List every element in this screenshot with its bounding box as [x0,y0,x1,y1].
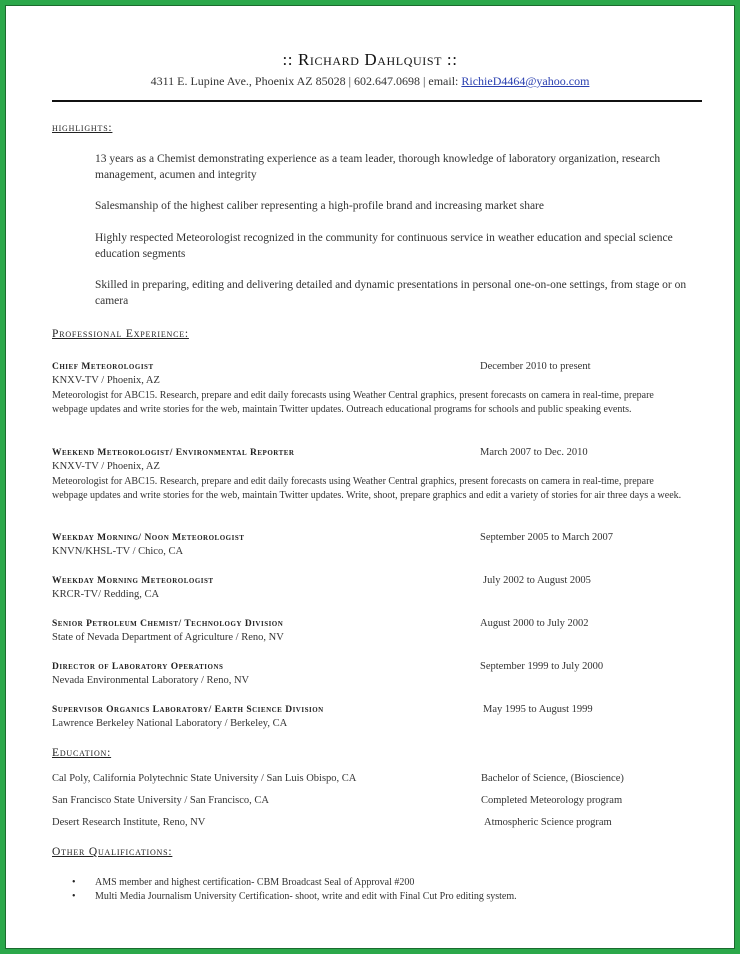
job-title: Senior Petroleum Chemist/ Technology Division [52,619,284,629]
highlight-item: Skilled in preparing, editing and delivering detailed and dynamic presentations in personal one-on-one settings, from stage or on camera [95,279,687,307]
contact-line [0,74,740,89]
job-organization: KNXV-TV / Phoenix, AZ [52,461,160,472]
job-organization: KNVN/KHSL-TV / Chico, CA [52,546,184,557]
highlights-heading: highlights: [52,122,113,134]
job-organization: KNXV-TV / Phoenix, AZ [52,375,160,386]
job-dates: July 2002 to August 2005 [483,575,591,586]
job-description: Meteorologist for ABC15. Research, prepare and edit daily forecasts using Weather Central graphics, present forecasts on camera in real-time, prepare webpage updates and write stories for the web, maintain Twitter updates. Outreach educational programs for schools and public speaking events. [52,390,654,416]
job-organization: KRCR-TV/ Redding, CA [52,589,160,600]
job-title: Weekend Meteorologist/ Environmental Reporter [52,448,295,458]
header-divider [52,100,702,102]
education-degree: Atmospheric Science program [484,817,612,828]
education-school: San Francisco State University / San Francisco, CA [52,795,269,806]
qualification-item: Multi Media Journalism University Certification- shoot, write and edit with Final Cut Pro editing system. [95,891,517,902]
job-title: Director of Laboratory Operations [52,662,224,672]
job-title: Chief Meteorologist [52,362,154,372]
job-dates: August 2000 to July 2002 [480,618,589,629]
education-school: Desert Research Institute, Reno, NV [52,817,206,828]
education-heading: Education: [52,747,112,759]
education-degree: Completed Meteorology program [481,795,623,806]
job-organization: State of Nevada Department of Agriculture / Reno, NV [52,632,284,643]
qualification-item: AMS member and highest certification- CBM Broadcast Seal of Approval #200 [95,877,415,888]
education-degree: Bachelor of Science, (Bioscience) [481,773,624,784]
job-title: Weekday Morning Meteorologist [52,576,214,586]
education-school: Cal Poly, California Polytechnic State University / San Luis Obispo, CA [52,773,357,784]
job-dates: September 1999 to July 2000 [480,661,604,672]
bullet-icon: • [72,891,76,902]
job-dates: September 2005 to March 2007 [480,532,613,543]
job-title: Supervisor Organics Laboratory/ Earth Science Division [52,705,324,715]
highlight-item: Highly respected Meteorologist recognized in the community for continuous service in weather education and special science education segments [95,232,673,260]
job-dates: May 1995 to August 1999 [483,704,593,715]
bullet-icon: • [72,877,76,888]
job-description: Meteorologist for ABC15. Research, prepare and edit daily forecasts using Weather Central graphics, present forecasts on camera in real-time, prepare webpage updates and write stories for the web, maintain Twitter updates. Write, shoot, prepare graphics and edit a variety of stories for air three days a week. [52,476,682,502]
job-organization: Nevada Environmental Laboratory / Reno, NV [52,675,250,686]
candidate-name: :: Richard Dahlquist :: [282,50,458,69]
highlight-item: Salesmanship of the highest caliber representing a high-profile brand and increasing market share [95,200,544,212]
job-title: Weekday Morning/ Noon Meteorologist [52,533,245,543]
job-dates: December 2010 to present [480,361,591,372]
job-dates: March 2007 to Dec. 2010 [480,447,588,458]
experience-heading: Professional Experience: [52,328,189,340]
highlight-item: 13 years as a Chemist demonstrating experience as a team leader, thorough knowledge of laboratory organization, research management, acumen and integrity [95,153,661,181]
email-link[interactable]: RichieD4464@yahoo.com [461,74,590,88]
contact-details: 4311 E. Lupine Ave., Phoenix AZ 85028 | 602.647.0698 | email: [150,74,462,88]
other-qualifications-heading: Other Qualifications: [52,846,173,858]
job-organization: Lawrence Berkeley National Laboratory / Berkeley, CA [52,718,288,729]
